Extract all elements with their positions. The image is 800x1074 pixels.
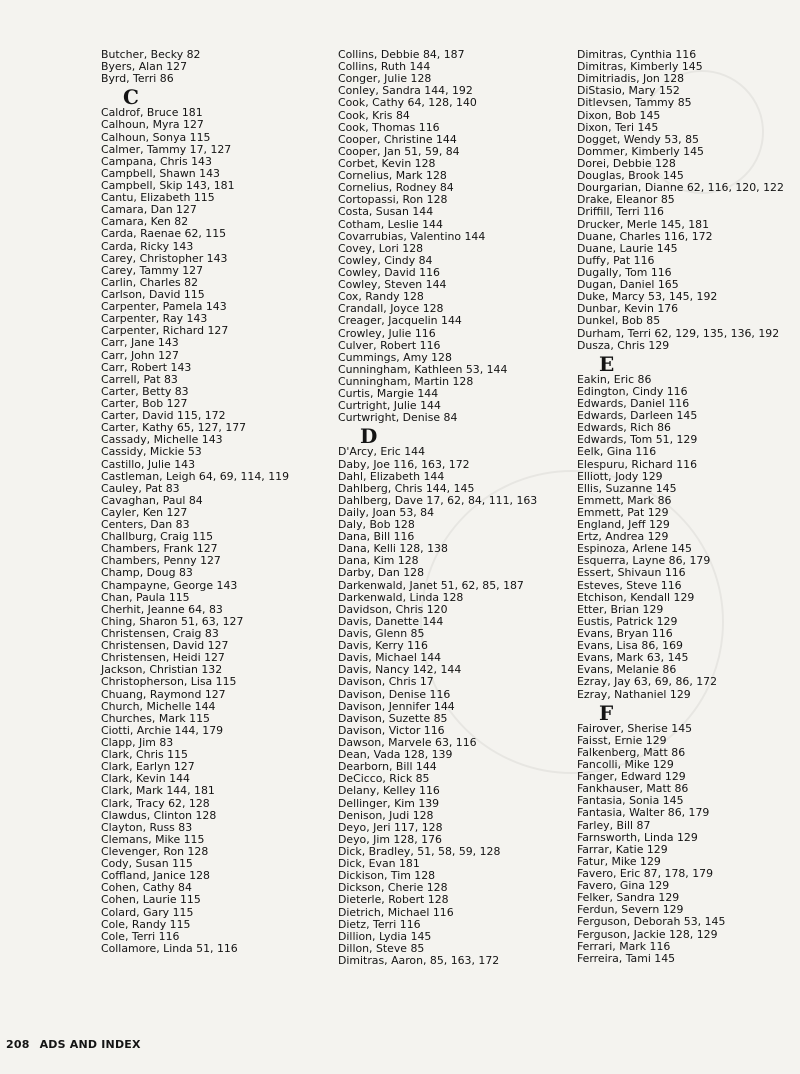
- index-entry: Chambers, Frank 127: [101, 542, 218, 556]
- index-entry: Ertz, Andrea 129: [577, 530, 669, 544]
- index-entry: Davis, Danette 144: [338, 614, 444, 628]
- index-entry: Cotham, Leslie 144: [338, 217, 443, 231]
- page-number: 208: [6, 1038, 30, 1051]
- index-entry: Dimitras, Kimberly 145: [577, 60, 703, 74]
- index-entry: Edwards, Rich 86: [577, 421, 671, 435]
- index-entry: Carpenter, Pamela 143: [101, 300, 227, 314]
- index-entry: Felker, Sandra 129: [577, 891, 680, 905]
- index-entry: Culver, Robert 116: [338, 338, 441, 352]
- index-entry: Chan, Paula 115: [101, 590, 190, 604]
- index-entry: Carr, Robert 143: [101, 360, 192, 374]
- index-entry: Coffland, Janice 128: [101, 869, 210, 883]
- index-entry: Dieterle, Robert 128: [338, 893, 449, 907]
- index-entry: Caldrof, Bruce 181: [101, 106, 203, 120]
- index-entry: Clark, Tracy 62, 128: [101, 796, 210, 810]
- index-entry: Fantasia, Sonia 145: [577, 794, 684, 808]
- index-entry: Davis, Kerry 116: [338, 639, 428, 653]
- index-entry: Cayler, Ken 127: [101, 505, 188, 519]
- index-entry: Cox, Randy 128: [338, 290, 424, 304]
- index-entry: Edwards, Tom 51, 129: [577, 433, 698, 447]
- index-entry: Cole, Randy 115: [101, 917, 191, 931]
- index-entry: Edington, Cindy 116: [577, 384, 688, 398]
- index-entry: Eelk, Gina 116: [577, 445, 657, 459]
- index-column-2: [338, 49, 537, 967]
- index-entry: Dixon, Bob 145: [577, 108, 661, 122]
- index-entry: Cunningham, Martin 128: [338, 374, 474, 388]
- index-entry: Cohen, Cathy 84: [101, 881, 192, 895]
- index-entry: Carey, Tammy 127: [101, 263, 204, 277]
- index-entry: Carlson, David 115: [101, 287, 205, 301]
- index-entry: Cooper, Christine 144: [338, 132, 457, 146]
- index-entry: Clapp, Jim 83: [101, 736, 174, 750]
- index-entry: Edwards, Daniel 116: [577, 396, 690, 410]
- index-entry: Carter, Betty 83: [101, 384, 189, 398]
- index-entry: Durham, Terri 62, 129, 135, 136, 192: [577, 326, 780, 340]
- index-entry: Camara, Ken 82: [101, 215, 189, 229]
- index-entry: Davison, Chris 17: [338, 675, 434, 689]
- index-entry: Dugan, Daniel 165: [577, 278, 679, 292]
- index-entry: Dickson, Cherie 128: [338, 881, 448, 895]
- index-entry: Campbell, Skip 143, 181: [101, 178, 235, 192]
- index-entry: Church, Michelle 144: [101, 699, 216, 713]
- index-entry: Ferdun, Severn 129: [577, 903, 684, 917]
- index-entry: Evans, Bryan 116: [577, 627, 673, 641]
- index-entry: Cortopassi, Ron 128: [338, 193, 448, 207]
- index-entry: Fankhauser, Matt 86: [577, 782, 689, 796]
- index-entry: Centers, Dan 83: [101, 518, 190, 532]
- index-entry: Davison, Denise 116: [338, 687, 451, 701]
- index-entry: Champ, Doug 83: [101, 566, 193, 580]
- index-entry: DiStasio, Mary 152: [577, 84, 680, 98]
- index-entry: Jackson, Christian 132: [101, 663, 223, 677]
- index-entry: Edwards, Darleen 145: [577, 409, 698, 423]
- index-entry: Dugally, Tom 116: [577, 265, 672, 279]
- index-entry: Ferguson, Deborah 53, 145: [577, 915, 726, 929]
- index-entry: Cunningham, Kathleen 53, 144: [338, 362, 508, 376]
- index-entry: Dimitras, Aaron, 85, 163, 172: [338, 953, 500, 967]
- index-entry: Carrell, Pat 83: [101, 372, 178, 386]
- index-entry: Favero, Gina 129: [577, 879, 670, 893]
- index-entry: Carlin, Charles 82: [101, 275, 199, 289]
- index-entry: Curtwright, Denise 84: [338, 411, 458, 425]
- index-entry: Conger, Julie 128: [338, 72, 432, 86]
- index-entry: Duffy, Pat 116: [577, 253, 655, 267]
- index-entry: Cowley, Steven 144: [338, 278, 447, 292]
- index-entry: Deyo, Jeri 117, 128: [338, 820, 443, 834]
- index-column-1: [101, 49, 289, 955]
- index-entry: Davis, Glenn 85: [338, 627, 425, 641]
- index-entry: Corbet, Kevin 128: [338, 156, 436, 170]
- index-entry: Cassady, Michelle 143: [101, 433, 223, 447]
- index-entry: Carey, Christopher 143: [101, 251, 228, 265]
- index-entry: Calhoun, Myra 127: [101, 118, 204, 132]
- index-entry: Davis, Michael 144: [338, 651, 442, 665]
- index-entry: Darby, Dan 128: [338, 566, 425, 580]
- index-entry: Davis, Nancy 142, 144: [338, 663, 462, 677]
- index-entry: Cohen, Laurie 115: [101, 893, 201, 907]
- index-entry: Castleman, Leigh 64, 69, 114, 119: [101, 469, 289, 483]
- index-entry: Dietrich, Michael 116: [338, 905, 454, 919]
- index-entry: Christensen, Heidi 127: [101, 651, 225, 665]
- index-entry: Castillo, Julie 143: [101, 457, 196, 471]
- index-entry: Cherhit, Jeanne 64, 83: [101, 602, 223, 616]
- index-entry: Dick, Evan 181: [338, 857, 420, 871]
- index-entry: Duane, Charles 116, 172: [577, 229, 713, 243]
- index-entry: Colard, Gary 115: [101, 905, 194, 919]
- index-entry: Delany, Kelley 116: [338, 784, 440, 798]
- index-entry: Elespuru, Richard 116: [577, 457, 698, 471]
- index-entry: Carter, Bob 127: [101, 396, 188, 410]
- index-entry: Cantu, Elizabeth 115: [101, 191, 215, 205]
- index-entry: Etter, Brian 129: [577, 602, 664, 616]
- index-entry: Clark, Kevin 144: [101, 772, 190, 786]
- index-entry: Campbell, Shawn 143: [101, 166, 220, 180]
- index-entry: Esquerra, Layne 86, 179: [577, 554, 711, 568]
- section-letter: E: [599, 351, 615, 376]
- index-entry: Espinoza, Arlene 145: [577, 542, 692, 556]
- index-entry: Covarrubias, Valentino 144: [338, 229, 486, 243]
- index-entry: Douglas, Brook 145: [577, 169, 684, 183]
- index-entry: Drake, Eleanor 85: [577, 193, 675, 207]
- index-entry: Daby, Joe 116, 163, 172: [338, 457, 470, 471]
- index-entry: Cassidy, Mickie 53: [101, 445, 202, 459]
- index-entry: Clark, Chris 115: [101, 748, 188, 762]
- page-footer: [6, 1038, 141, 1051]
- index-entry: Dogget, Wendy 53, 85: [577, 132, 699, 146]
- index-entry: Ferrari, Mark 116: [577, 939, 671, 953]
- index-entry: Esteves, Steve 116: [577, 578, 682, 592]
- index-entry: Cowley, David 116: [338, 265, 440, 279]
- index-entry: Churches, Mark 115: [101, 711, 210, 725]
- index-entry: Davidson, Chris 120: [338, 602, 448, 616]
- index-entry: Elliott, Jody 129: [577, 469, 663, 483]
- index-entry: Davison, Jennifer 144: [338, 699, 455, 713]
- index-entry: Ciotti, Archie 144, 179: [101, 723, 224, 737]
- index-entry: Camara, Dan 127: [101, 203, 197, 217]
- index-entry: Calmer, Tammy 17, 127: [101, 142, 232, 156]
- index-entry: Crowley, Julie 116: [338, 326, 436, 340]
- index-entry: Dahlberg, Dave 17, 62, 84, 111, 163: [338, 493, 538, 507]
- index-entry: Darkenwald, Janet 51, 62, 85, 187: [338, 578, 524, 592]
- index-entry: Ezray, Jay 63, 69, 86, 172: [577, 675, 718, 689]
- index-entry: Crandall, Joyce 128: [338, 302, 444, 316]
- index-entry: Etchison, Kendall 129: [577, 590, 695, 604]
- index-entry: Essert, Shivaun 116: [577, 566, 686, 580]
- index-entry: Evans, Lisa 86, 169: [577, 639, 683, 653]
- index-entry: Dana, Kelli 128, 138: [338, 542, 448, 556]
- index-entry: Fatur, Mike 129: [577, 854, 661, 868]
- index-entry: Evans, Melanie 86: [577, 663, 677, 677]
- index-entry: Carter, Kathy 65, 127, 177: [101, 421, 247, 435]
- section-letter: F: [599, 700, 614, 725]
- index-entry: Ditlevsen, Tammy 85: [577, 96, 692, 110]
- index-entry: Fairover, Sherise 145: [577, 721, 693, 735]
- index-entry: Evans, Mark 63, 145: [577, 651, 689, 665]
- index-entry: Daly, Bob 128: [338, 518, 415, 532]
- index-entry: Duane, Laurie 145: [577, 241, 678, 255]
- index-entry: Dommer, Kimberly 145: [577, 144, 704, 158]
- index-entry: Byers, Alan 127: [101, 60, 187, 74]
- index-entry: Dunkel, Bob 85: [577, 314, 661, 328]
- index-entry: Cornelius, Mark 128: [338, 169, 447, 183]
- index-entry: Davison, Victor 116: [338, 723, 445, 737]
- index-entry: Favero, Eric 87, 178, 179: [577, 867, 714, 880]
- index-entry: Fantasia, Walter 86, 179: [577, 806, 710, 820]
- index-entry: Clawdus, Clinton 128: [101, 808, 217, 822]
- index-entry: Dimitras, Cynthia 116: [577, 48, 697, 61]
- index-entry: Emmett, Mark 86: [577, 493, 672, 507]
- index-entry: Costa, Susan 144: [338, 205, 434, 219]
- index-entry: Conley, Sandra 144, 192: [338, 84, 473, 98]
- index-entry: Christensen, David 127: [101, 639, 229, 653]
- index-entry: Dana, Bill 116: [338, 530, 415, 544]
- index-entry: Fanger, Edward 129: [577, 770, 686, 784]
- index-entry: Cooper, Jan 51, 59, 84: [338, 144, 460, 158]
- index-entry: Cornelius, Rodney 84: [338, 181, 454, 195]
- index-entry: Dahl, Elizabeth 144: [338, 469, 445, 483]
- index-entry: Ferreira, Tami 145: [577, 951, 676, 965]
- index-entry: Dietz, Terri 116: [338, 917, 421, 931]
- section-letter: C: [123, 85, 139, 110]
- index-entry: Dunbar, Kevin 176: [577, 302, 679, 316]
- index-column-3: [577, 49, 784, 965]
- index-entry: Davison, Suzette 85: [338, 711, 448, 725]
- index-entry: Clemans, Mike 115: [101, 832, 205, 846]
- index-entry: England, Jeff 129: [577, 518, 670, 532]
- index-entry: Farrar, Katie 129: [577, 842, 668, 856]
- index-entry: Duke, Marcy 53, 145, 192: [577, 290, 718, 304]
- index-entry: Farnsworth, Linda 129: [577, 830, 698, 844]
- index-entry: Farley, Bill 87: [577, 818, 651, 832]
- index-entry: Faisst, Ernie 129: [577, 733, 667, 747]
- index-entry: Denison, Judi 128: [338, 808, 434, 822]
- index-entry: Dean, Vada 128, 139: [338, 748, 453, 762]
- index-entry: Carpenter, Richard 127: [101, 324, 229, 338]
- index-entry: Champayne, George 143: [101, 578, 238, 592]
- section-title: ADS AND INDEX: [39, 1038, 141, 1051]
- index-entry: Dixon, Teri 145: [577, 120, 659, 134]
- index-entry: Carpenter, Ray 143: [101, 312, 208, 326]
- index-entry: Collins, Debbie 84, 187: [338, 48, 465, 61]
- index-entry: Clayton, Russ 83: [101, 820, 193, 834]
- index-entry: Deyo, Jim 128, 176: [338, 832, 442, 846]
- index-entry: Ching, Sharon 51, 63, 127: [101, 614, 244, 628]
- index-entry: Clark, Mark 144, 181: [101, 784, 215, 798]
- index-entry: Carr, John 127: [101, 348, 179, 362]
- index-entry: Chuang, Raymond 127: [101, 687, 226, 701]
- index-entry: D'Arcy, Eric 144: [338, 445, 426, 459]
- index-entry: Carr, Jane 143: [101, 336, 179, 350]
- index-entry: Driffill, Terri 116: [577, 205, 664, 219]
- index-entry: Dawson, Marvele 63, 116: [338, 736, 477, 750]
- index-entry: Campana, Chris 143: [101, 154, 212, 168]
- index-entry: Challburg, Craig 115: [101, 530, 214, 544]
- index-entry: Dickison, Tim 128: [338, 869, 436, 883]
- index-entry: Cody, Susan 115: [101, 857, 193, 871]
- index-entry: Christopherson, Lisa 115: [101, 675, 237, 689]
- index-entry: Dillion, Lydia 145: [338, 929, 432, 943]
- index-entry: Cauley, Pat 83: [101, 481, 180, 495]
- index-entry: Cook, Thomas 116: [338, 120, 440, 134]
- index-entry: Clevenger, Ron 128: [101, 845, 209, 858]
- index-entry: Dourgarian, Dianne 62, 116, 120, 122: [577, 181, 784, 195]
- index-entry: Ezray, Nathaniel 129: [577, 687, 691, 701]
- index-entry: Byrd, Terri 86: [101, 72, 174, 86]
- index-entry: Dellinger, Kim 139: [338, 796, 440, 810]
- index-entry: Dorei, Debbie 128: [577, 156, 676, 170]
- index-entry: Creager, Jacquelin 144: [338, 314, 462, 328]
- index-entry: Chambers, Penny 127: [101, 554, 221, 568]
- index-entry: Carda, Raenae 62, 115: [101, 227, 227, 241]
- index-entry: Ferguson, Jackie 128, 129: [577, 927, 718, 941]
- index-entry: Dillon, Steve 85: [338, 941, 425, 955]
- index-entry: Carda, Ricky 143: [101, 239, 194, 253]
- index-entry: Carter, David 115, 172: [101, 409, 226, 423]
- index-entry: Drucker, Merle 145, 181: [577, 217, 710, 231]
- index-entry: Cavaghan, Paul 84: [101, 493, 203, 507]
- index-entry: Falkenberg, Matt 86: [577, 745, 686, 759]
- index-entry: Curtis, Margie 144: [338, 387, 439, 401]
- index-entry: Dahlberg, Chris 144, 145: [338, 481, 475, 495]
- index-entry: Cowley, Cindy 84: [338, 253, 433, 267]
- index-entry: Dimitriadis, Jon 128: [577, 72, 685, 86]
- index-entry: Covey, Lori 128: [338, 241, 424, 255]
- index-entry: Darkenwald, Linda 128: [338, 590, 464, 604]
- index-entry: Calhoun, Sonya 115: [101, 130, 211, 144]
- index-entry: Cook, Cathy 64, 128, 140: [338, 96, 477, 110]
- index-entry: Curtright, Julie 144: [338, 399, 441, 413]
- index-entry: Eustis, Patrick 129: [577, 614, 678, 628]
- index-entry: Eakin, Eric 86: [577, 372, 652, 386]
- index-entry: Clark, Earlyn 127: [101, 760, 195, 774]
- index-entry: Cook, Kris 84: [338, 108, 410, 122]
- index-entry: Dusza, Chris 129: [577, 338, 670, 352]
- index-entry: Collins, Ruth 144: [338, 60, 431, 74]
- index-entry: DeCicco, Rick 85: [338, 772, 430, 786]
- index-entry: Emmett, Pat 129: [577, 505, 669, 519]
- index-entry: Cole, Terri 116: [101, 929, 180, 943]
- index-entry: Daily, Joan 53, 84: [338, 505, 435, 519]
- index-entry: Dick, Bradley, 51, 58, 59, 128: [338, 845, 501, 858]
- index-entry: Ellis, Suzanne 145: [577, 481, 677, 495]
- section-letter: D: [360, 424, 378, 449]
- index-entry: Dearborn, Bill 144: [338, 760, 437, 774]
- index-entry: Cummings, Amy 128: [338, 350, 452, 364]
- index-entry: Christensen, Craig 83: [101, 627, 219, 641]
- index-entry: Collamore, Linda 51, 116: [101, 941, 238, 955]
- index-entry: Butcher, Becky 82: [101, 48, 201, 61]
- index-entry: Dana, Kim 128: [338, 554, 419, 568]
- index-entry: Fancolli, Mike 129: [577, 758, 674, 772]
